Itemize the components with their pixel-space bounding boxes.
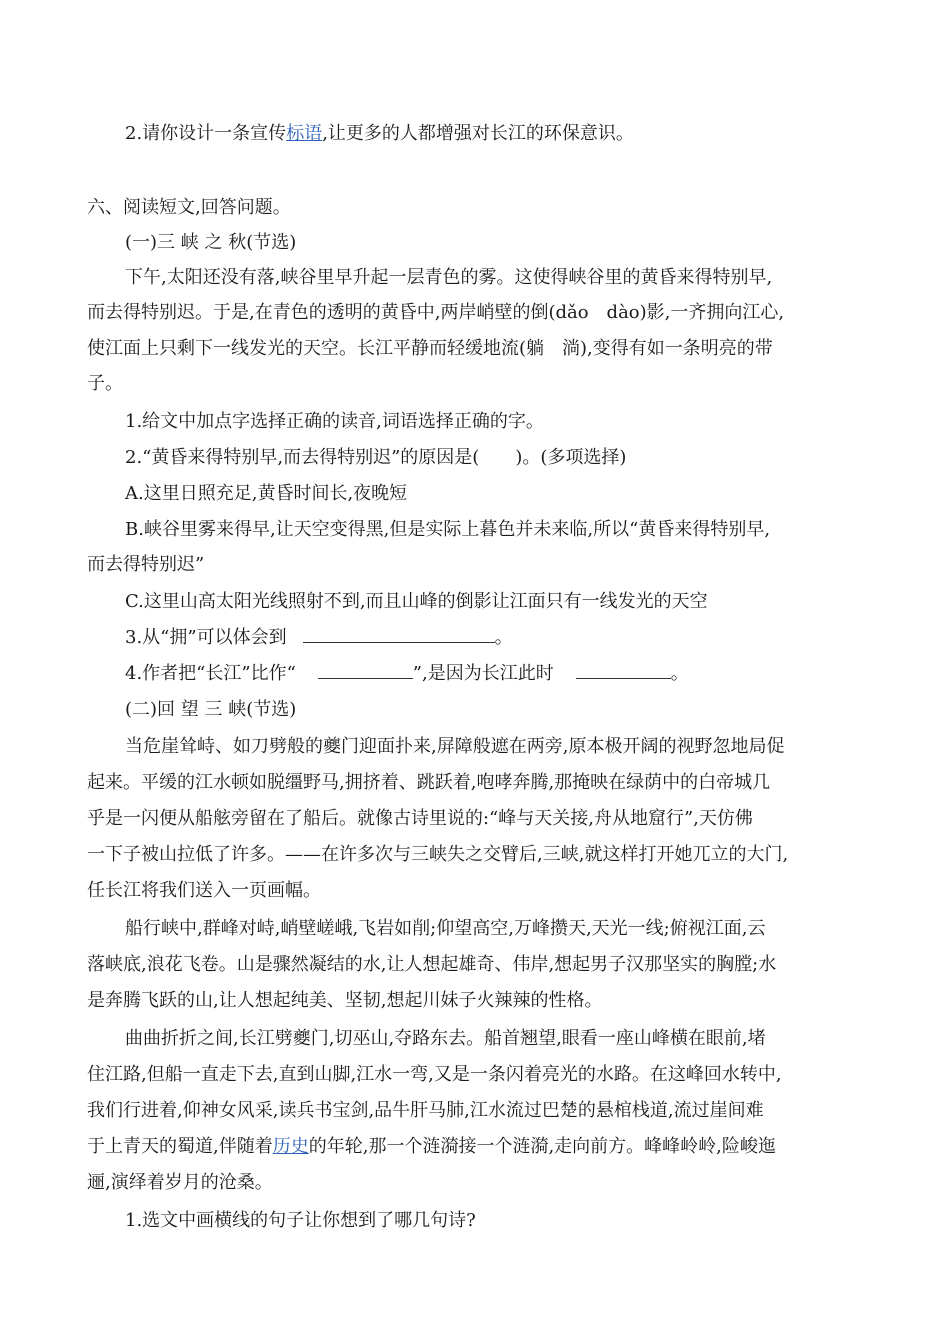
slogan-link[interactable]: 标语: [286, 123, 323, 144]
section-6-heading: 六、阅读短文,回答问题。: [87, 197, 291, 218]
option-b: B.峡谷里雾来得早,让天空变得黑,但是实际上暮色并未来临,所以“黄昏来得特别早,: [125, 519, 771, 540]
passage-2-title: (二)回 望 三 峡(节选): [125, 699, 297, 720]
passage-2-line: 起来。平缓的江水顿如脱缰野马,拥挤着、跳跃着,咆哮奔腾,那掩映在绿荫中的白帝城几: [87, 772, 771, 793]
passage-1-line: 而去得特别迟。于是,在青色的透明的黄昏中,两岸峭壁的倒(dǎo dào)影,一齐拥向江心,: [87, 302, 785, 323]
passage-2-question-1: 1.选文中画横线的句子让你想到了哪几句诗?: [125, 1210, 476, 1231]
passage-2-line: 是奔腾飞跃的山,让人想起纯美、坚韧,想起川妹子火辣辣的性格。: [87, 990, 603, 1011]
passage-1-question-4: 4.作者把“长江”比作“ ”,是因为长江此时 。: [0, 657, 950, 691]
passage-2-line: 乎是一闪便从船舷旁留在了船后。就像古诗里说的:“峰与天关接,舟从地窟行”,天仿佛: [87, 808, 753, 829]
passage-1-line: 下午,太阳还没有落,峡谷里早升起一层青色的雾。这使得峡谷里的黄昏来得特别早,: [125, 267, 773, 288]
passage-2-line: 任长江将我们送入一页画幅。: [87, 880, 321, 901]
option-a: A.这里日照充足,黄昏时间长,夜晚短: [125, 483, 408, 504]
answer-blank[interactable]: [318, 658, 413, 679]
passage-2-line: 船行峡中,群峰对峙,峭壁嵯峨,飞岩如削;仰望高空,万峰攒天,天光一线;俯视江面,云: [125, 918, 766, 939]
passage-1-question-3: 3.从“拥”可以体会到 。: [0, 621, 950, 655]
passage-2-line: 一下子被山拉低了许多。——在许多次与三峡失之交臂后,三峡,就这样打开她兀立的大门,: [87, 844, 789, 865]
passage-2-line: 落峡底,浪花飞卷。山是骤然凝结的水,让人想起雄奇、伟岸,想起男子汉那坚实的胸膛;水: [87, 954, 777, 975]
answer-blank[interactable]: [576, 658, 671, 679]
passage-1-question-2: 2.“黄昏来得特别早,而去得特别迟”的原因是( )。(多项选择): [125, 447, 627, 468]
passage-1-line: 使江面上只剩下一线发光的天空。长江平静而轻缓地流(躺 淌),变得有如一条明亮的带: [87, 338, 773, 359]
passage-2-line: 我们行进着,仰神女风采,读兵书宝剑,品牛肝马肺,江水流过巴楚的悬棺栈道,流过崖间难: [87, 1100, 764, 1121]
answer-blank[interactable]: [303, 622, 495, 643]
passage-2-line: 当危崖耸峙、如刀劈般的夔门迎面扑来,屏障般遮在两旁,原本极开阔的视野忽地局促: [125, 736, 785, 757]
option-c: C.这里山高太阳光线照射不到,而且山峰的倒影让江面只有一线发光的天空: [125, 591, 708, 612]
question-5-2: 2.请你设计一条宣传标语,让更多的人都增强对长江的环保意识。: [125, 123, 634, 144]
passage-1-title: (一)三 峡 之 秋(节选): [125, 232, 297, 253]
history-link[interactable]: 历史: [272, 1136, 309, 1157]
passage-1-question-1: 1.给文中加点字选择正确的读音,词语选择正确的字。: [125, 411, 544, 432]
passage-2-line: 住江路,但船一直走下去,直到山脚,江水一弯,又是一条闪着亮光的水路。在这峰回水转中,: [87, 1064, 782, 1085]
passage-2-line: 逦,演绎着岁月的沧桑。: [87, 1172, 273, 1193]
passage-2-line: 于上青天的蜀道,伴随着历史的年轮,那一个涟漪接一个涟漪,走向前方。峰峰岭岭,险峻迤: [87, 1136, 776, 1157]
option-b-continued: 而去得特别迟”: [87, 554, 205, 575]
passage-2-line: 曲曲折折之间,长江劈夔门,切巫山,夺路东去。船首翘望,眼看一座山峰横在眼前,堵: [125, 1028, 766, 1049]
passage-1-line: 子。: [87, 373, 123, 394]
